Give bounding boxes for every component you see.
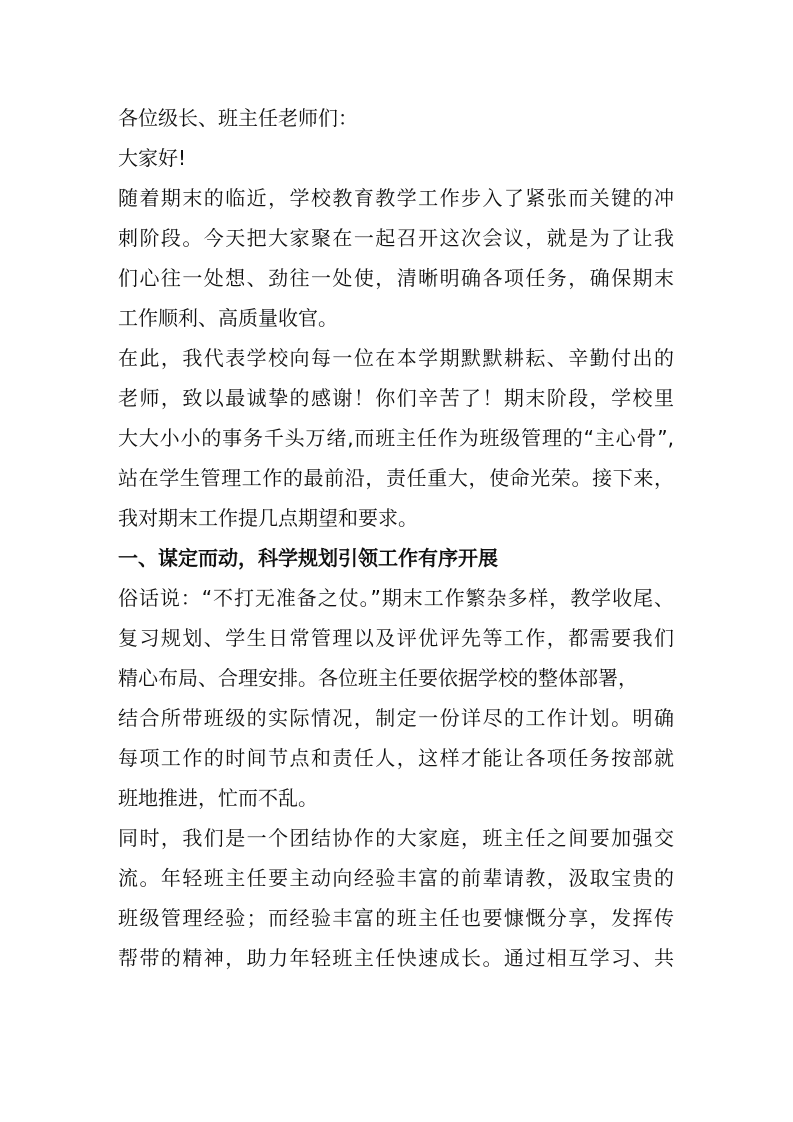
text-line: 大家好! (118, 146, 187, 170)
text-line: 站在学生管理工作的最前沿，责任重大，使命光荣。接下来， (118, 466, 674, 490)
text-line: 结合所带班级的实际情况，制定一份详尽的工作计划。明确 (118, 706, 674, 730)
text-line: 俗话说：“不打无准备之仗。”期末工作繁杂多样，教学收尾、 (118, 586, 674, 610)
text-line: 班级管理经验；而经验丰富的班主任也要慷慨分享，发挥传 (118, 906, 674, 930)
document-body (118, 104, 674, 984)
text-line: 老师，致以最诚挚的感谢！你们辛苦了！期末阶段，学校里 (118, 386, 674, 410)
text-line: 我对期末工作提几点期望和要求。 (118, 506, 418, 530)
text-line: 工作顺利、高质量收官。 (118, 306, 338, 330)
text-line: 们心往一处想、劲往一处使，清晰明确各项任务，确保期末 (118, 266, 674, 290)
text-line: 流。年轻班主任要主动向经验丰富的前辈请教，汲取宝贵的 (118, 866, 674, 890)
text-line: 各位级长、班主任老师们： (118, 106, 358, 130)
text-line: 每项工作的时间节点和责任人，这样才能让各项任务按部就 (118, 746, 674, 770)
text-line: 大大小小的事务千头万绪,而班主任作为班级管理的“主心骨”, (118, 426, 674, 450)
text-line: 帮带的精神，助力年轻班主任快速成长。通过相互学习、共 (118, 946, 674, 970)
section-heading: 一、谋定而动，科学规划引领工作有序开展 (118, 546, 498, 570)
text-line: 精心布局、合理安排。各位班主任要依据学校的整体部署， (118, 666, 638, 690)
text-line: 在此，我代表学校向每一位在本学期默默耕耘、辛勤付出的 (118, 346, 674, 370)
text-line: 班地推进，忙而不乱。 (118, 786, 318, 810)
text-line: 随着期末的临近，学校教育教学工作步入了紧张而关键的冲 (118, 186, 674, 210)
text-line: 刺阶段。今天把大家聚在一起召开这次会议，就是为了让我 (118, 226, 674, 250)
text-line: 同时，我们是一个团结协作的大家庭，班主任之间要加强交 (118, 826, 674, 850)
text-line: 复习规划、学生日常管理以及评优评先等工作，都需要我们 (118, 626, 674, 650)
